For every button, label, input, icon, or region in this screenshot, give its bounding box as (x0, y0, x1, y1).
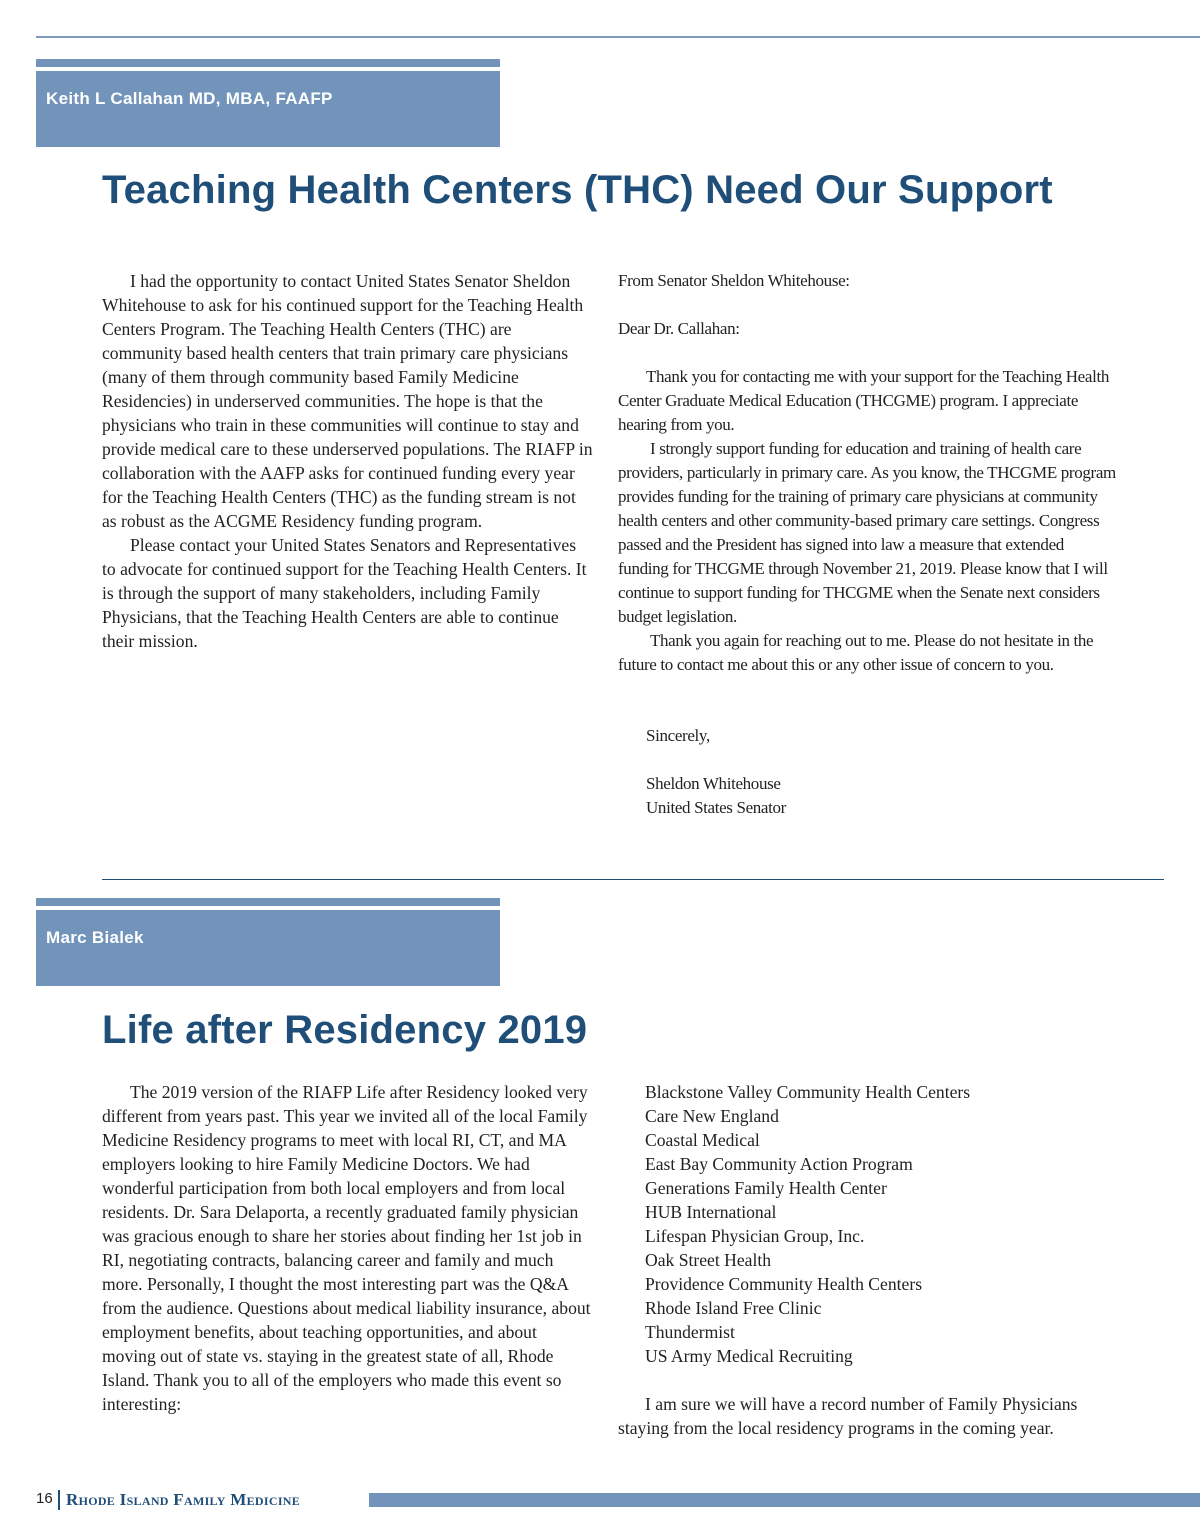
letter-signature-name: Sheldon Whitehouse (646, 774, 781, 793)
article-title: Life after Residency 2019 (102, 1008, 588, 1052)
author-name: Keith L Callahan MD, MBA, FAAFP (46, 89, 333, 108)
employer-list-item: Oak Street Health (645, 1250, 772, 1270)
footer-stripe (369, 1493, 1200, 1507)
employer-list-item: Providence Community Health Centers (645, 1274, 923, 1294)
employer-list-item: Coastal Medical (645, 1130, 760, 1150)
body-paragraph: The 2019 version of the RIAFP Life after Residency looked very different from years past. This year we invited all of the local Family Medicine Residency programs to meet with local RI, CT, and MA employers looking to hire Family Medicine Doctors. We had wonderful participation from both local employers and from local residents. Dr. Sara Delaporta, a recently graduated family physician was gracious enough to share her stories about finding her 1st job in RI, negotiating contracts, balancing career and family and much more. Personally, I thought the most interesting part was the Q&A from the audience. Questions about medical liability insurance, about employment benefits, about teaching opportunities, and about moving out of state vs. staying in the greatest state of all, Rhode Island. Thank you to all of the employers who made this event so interesting: (102, 1082, 591, 1414)
article-body-left (102, 1080, 594, 1416)
closing-paragraph: I am sure we will have a record number of Family Physicians staying from the local residency programs in the coming year. (618, 1394, 1078, 1438)
magazine-name: Rhode Island Family Medicine (66, 1490, 301, 1509)
author-name: Marc Bialek (46, 928, 144, 947)
author-band (36, 898, 500, 986)
page-number: 16 (36, 1490, 53, 1507)
employer-list-item: Generations Family Health Center (645, 1178, 887, 1198)
employer-list-item: Thundermist (645, 1322, 735, 1342)
author-band-block (36, 910, 500, 986)
letter-paragraph: I strongly support funding for education and training of health care providers, particularly in primary care. As you know, the THCGME program provides funding for the training of primary care physicians at community health centers and other community-based primary care settings. Congress passed and the President has signed into law a measure that extended funding for THCGME through November 21, 2019. Please know that I will continue to support funding for THCGME when the Senate next considers budget legislation. (618, 439, 1116, 626)
footer-separator (58, 1490, 60, 1510)
employer-list-item: Care New England (645, 1106, 779, 1126)
employer-list-item: Lifespan Physician Group, Inc. (645, 1226, 865, 1246)
article-body-right (618, 1080, 1118, 1440)
author-band-thin-stripe (36, 59, 500, 67)
letter-paragraph: Thank you for contacting me with your support for the Teaching Health Center Graduate Medical Education (THCGME) program. I appreciate hearing from you. (618, 367, 1109, 434)
article-body-left (102, 269, 594, 653)
employer-list-item: Rhode Island Free Clinic (645, 1298, 822, 1318)
letter-closing: Sincerely, (646, 726, 710, 745)
author-band-block (36, 71, 500, 147)
employer-list-item: East Bay Community Action Program (645, 1154, 913, 1174)
letter-salutation: Dear Dr. Callahan: (618, 319, 740, 338)
senator-letter (618, 269, 1118, 820)
letter-signature-title: United States Senator (646, 798, 786, 817)
top-rule (36, 36, 1200, 38)
employer-list-item: US Army Medical Recruiting (645, 1346, 853, 1366)
body-paragraph: Please contact your United States Senators and Representatives to advocate for continued support for the Teaching Health Centers. It is through the support of many stakeholders, including Family Physicians, that the Teaching Health Centers are able to continue their mission. (102, 535, 587, 651)
article-title: Teaching Health Centers (THC) Need Our Support (102, 168, 1053, 212)
section-divider (102, 879, 1164, 880)
author-band-thin-stripe (36, 898, 500, 906)
letter-paragraph: Thank you again for reaching out to me. Please do not hesitate in the future to contact me about this or any other issue of concern to you. (618, 631, 1094, 674)
letter-from: From Senator Sheldon Whitehouse: (618, 271, 850, 290)
employer-list (618, 1080, 1118, 1368)
employer-list-item: HUB International (645, 1202, 777, 1222)
employer-list-item: Blackstone Valley Community Health Centers (645, 1082, 971, 1102)
author-band (36, 59, 500, 147)
body-paragraph: I had the opportunity to contact United States Senator Sheldon Whitehouse to ask for his continued support for the Teaching Health Centers Program. The Teaching Health Centers (THC) are community based health centers that train primary care physicians (many of them through community based Family Medicine Residencies) in underserved communities. The hope is that the physicians who train in these communities will continue to stay and provide medical care to these underserved populations. The RIAFP in collaboration with the AAFP asks for continued funding every year for the Teaching Health Centers (THC) as the funding stream is not as robust as the ACGME Residency funding program. (102, 271, 593, 531)
